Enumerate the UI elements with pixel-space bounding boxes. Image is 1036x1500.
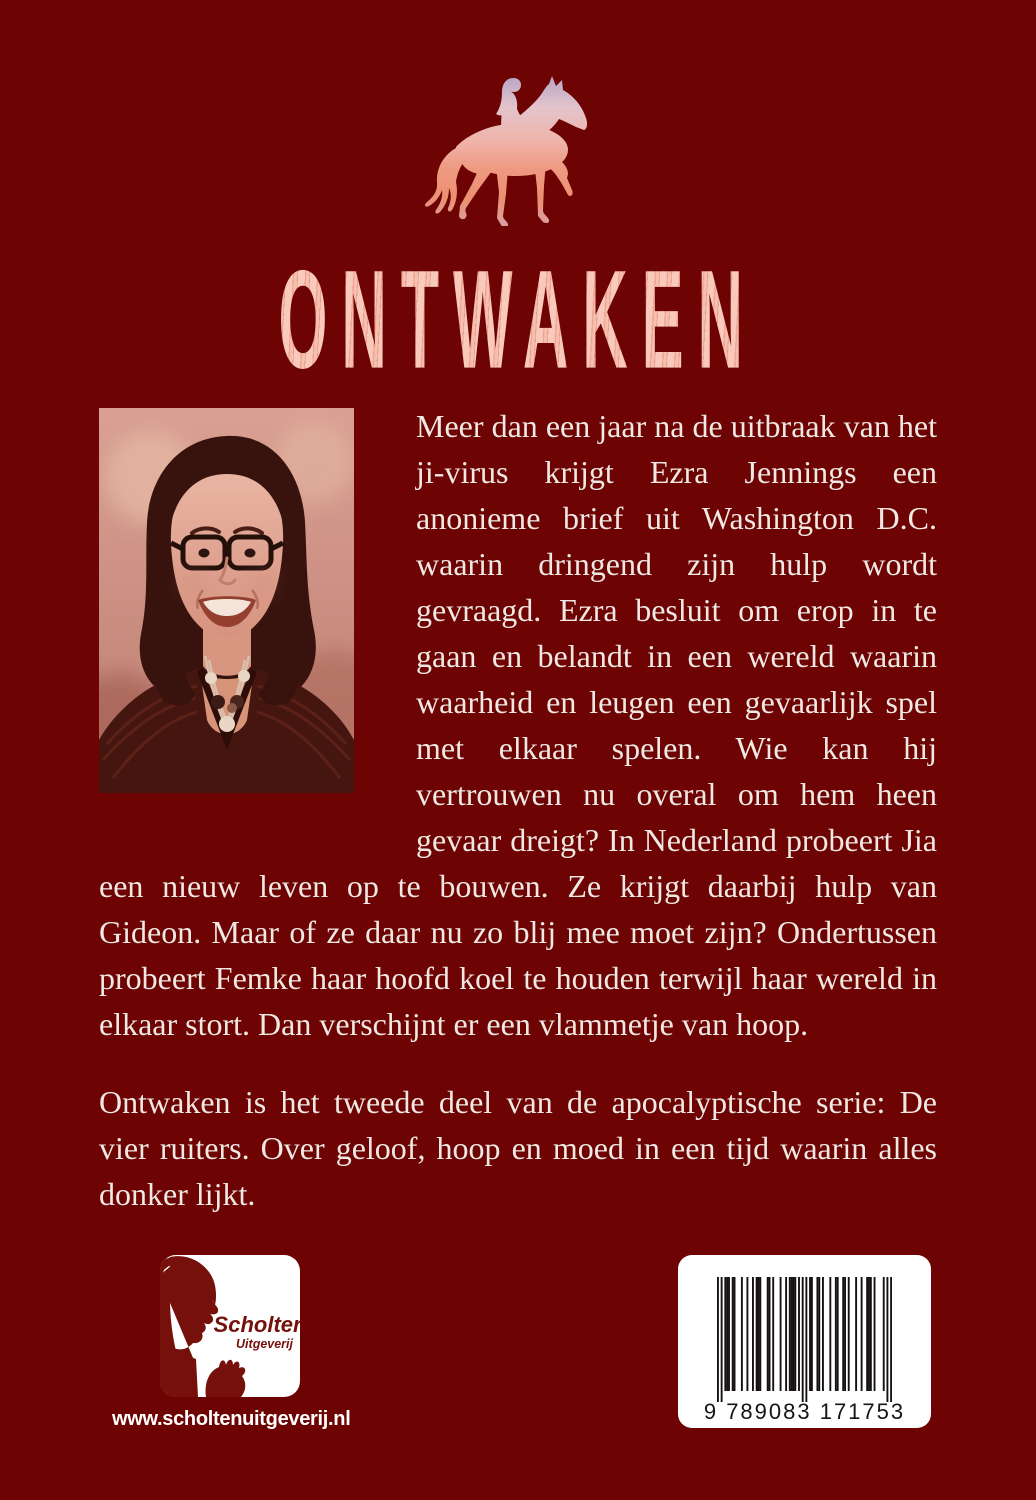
barcode-number: 9 789083 171753 bbox=[703, 1399, 906, 1424]
synopsis-block bbox=[99, 403, 937, 1217]
publisher-name: Scholten bbox=[213, 1312, 300, 1337]
synopsis-paragraph-1: Meer dan een jaar na de uitbraak van het ji-virus krijgt Ezra Jennings een anonieme brief uit Washington D.C. waarin dringend zijn hulp wordt gevraagd. Ezra besluit om erop in te gaan en belandt in een wereld waarin waarheid en leugen een gevaarlijk spel met elkaar spelen. Wie kan hij vertrouwen nu overal om hem heen gevaar dreigt? In Nederland probeert Jia een nieuw leven op te bouwen. Ze krijgt daarbij hulp van Gideon. Maar of ze daar nu zo blij mee moet zijn? Ondertussen probeert Femke haar hoofd koel te houden terwijl haar wereld in elkaar stort. Dan verschijnt er een vlammetje van hoop. bbox=[99, 408, 937, 1042]
publisher-logo-image bbox=[160, 1255, 300, 1397]
page-title bbox=[0, 241, 1036, 399]
horse-rider-artwork bbox=[416, 74, 612, 226]
author-portrait-image bbox=[99, 408, 354, 793]
author-photo bbox=[99, 408, 354, 793]
barcode-panel bbox=[678, 1255, 931, 1428]
horse-rider-icon bbox=[416, 74, 612, 226]
barcode-bars bbox=[717, 1277, 892, 1402]
book-title-text: ONTWAKEN bbox=[278, 241, 758, 399]
synopsis-paragraph-2: Ontwaken is het tweede deel van de apocalyptische serie: De vier ruiters. Over geloof, hoop en moed in een tijd waarin alles donker lijkt. bbox=[99, 1084, 937, 1212]
publisher-logo bbox=[160, 1255, 300, 1397]
publisher-website: www.scholtenuitgeverij.nl bbox=[112, 1408, 351, 1430]
publisher-type: Uitgeverij bbox=[236, 1337, 293, 1351]
